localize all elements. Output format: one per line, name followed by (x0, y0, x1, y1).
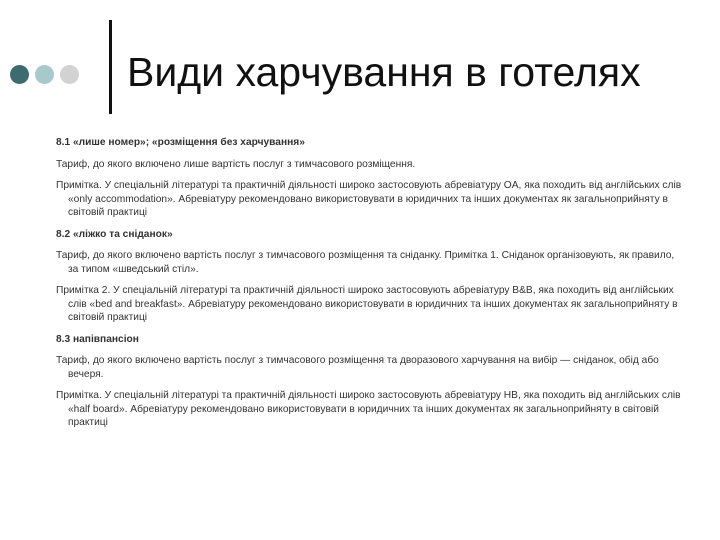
dot-light-icon (60, 65, 79, 84)
body-paragraph: Примітка. У спеціальній літературі та практичній діяльності широко застосовують абревіатуру HB, яка походить від англійських слів «half board». Абревіатуру рекомендовано використовувати в юридичних та інших документах як загальноприйняту в світовій практиці (56, 390, 681, 428)
body-paragraph: Тариф, до якого включено лише вартість послуг з тимчасового розміщення. (56, 158, 416, 170)
section-heading: 8.3 напівпансіон (56, 333, 139, 345)
section-heading: 8.2 «ліжко та сніданок» (56, 228, 173, 240)
body-paragraph: Примітка 2. У спеціальній літературі та практичній діяльності широко застосовують абревіатуру B&B, яка походить від англійських слів «bed and breakfast». Абревіатуру рекомендовано використовувати в юридичних та інших документах як загальноприйняту в світовій практиці (56, 285, 678, 323)
body-paragraph: Примітка. У спеціальній літературі та практичній діяльності широко застосовують абревіатуру OA, яка походить від англійських слів «only accommodation». Абревіатуру рекомендовано використовувати в юридичних та інших документах як загальноприйняту в світовій практиці (56, 180, 682, 218)
title-divider (109, 20, 112, 114)
dot-dark-icon (10, 65, 29, 84)
slide-body (56, 136, 682, 438)
section-heading: 8.1 «лише номер»; «розміщення без харчування» (56, 137, 305, 148)
dot-mid-icon (35, 65, 54, 84)
body-paragraph: Тариф, до якого включено вартість послуг з тимчасового розміщення та сніданку. Примітка 1. Сніданок організовують, як правило, за типом «шведський стіл». (56, 250, 675, 275)
decorative-dots (10, 65, 79, 84)
body-paragraph: Тариф, до якого включено вартість послуг з тимчасового розміщення та дворазового харчування на вибір — сніданок, обід або вечеря. (56, 355, 659, 380)
slide-title: Види харчування в готелях (127, 49, 641, 95)
